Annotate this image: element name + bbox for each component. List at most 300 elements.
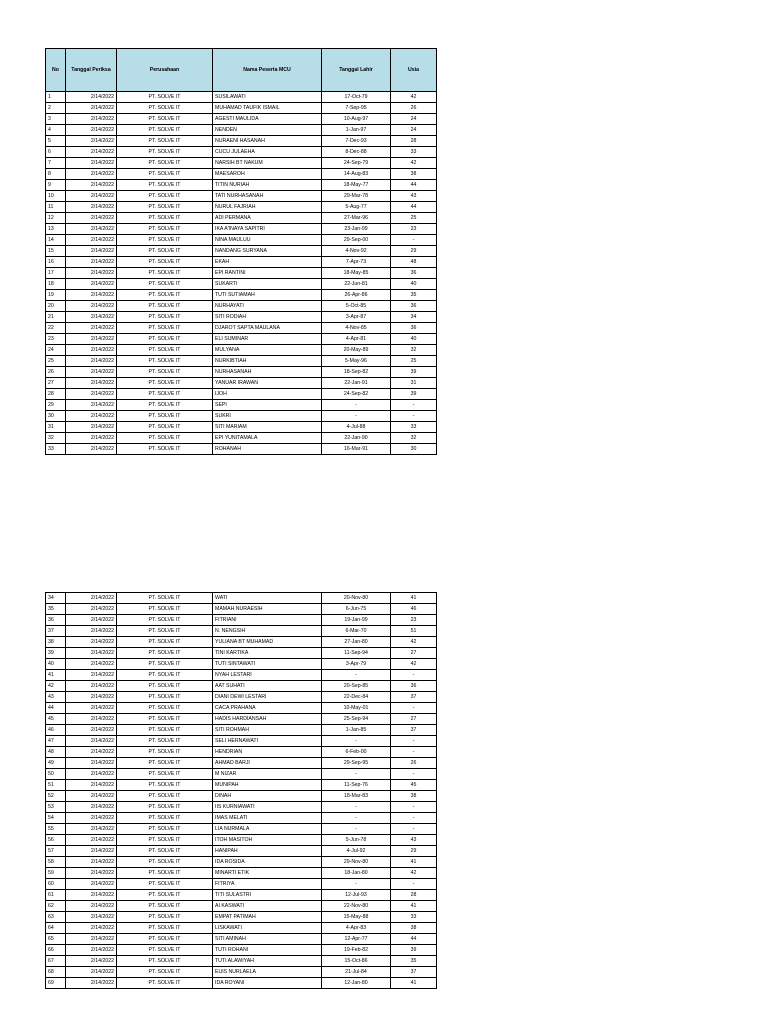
cell-tanggal-lahir: 4-Nov-92 [322, 246, 391, 257]
table-row [46, 114, 437, 125]
table-row [46, 846, 437, 857]
table-row [46, 659, 437, 670]
cell-tanggal-periksa: 2/14/2022 [66, 670, 117, 681]
cell-nama: FITRIYA [213, 879, 322, 890]
cell-perusahaan: PT. SOLVE IT [117, 312, 213, 323]
table-row [46, 934, 437, 945]
cell-tanggal-lahir: 7-Sep-95 [322, 103, 391, 114]
cell-usia: 28 [391, 890, 437, 901]
cell-tanggal-lahir: 29-Mar-78 [322, 191, 391, 202]
cell-no: 6 [46, 147, 66, 158]
cell-tanggal-lahir: 12-Apr-77 [322, 934, 391, 945]
cell-no: 65 [46, 934, 66, 945]
cell-nama: DINAH [213, 791, 322, 802]
cell-usia: - [391, 736, 437, 747]
cell-nama: ELI SUMINAR [213, 334, 322, 345]
cell-usia: 37 [391, 725, 437, 736]
table-row [46, 422, 437, 433]
cell-tanggal-periksa: 2/14/2022 [66, 224, 117, 235]
cell-usia: 39 [391, 389, 437, 400]
cell-perusahaan: PT. SOLVE IT [117, 224, 213, 235]
cell-nama: EPI YUNITAMALA [213, 433, 322, 444]
cell-usia: 44 [391, 934, 437, 945]
cell-no: 11 [46, 202, 66, 213]
cell-no: 24 [46, 345, 66, 356]
cell-nama: SITI AMINAH [213, 934, 322, 945]
cell-nama: SUSILAWATI [213, 92, 322, 103]
cell-usia: - [391, 879, 437, 890]
table-row [46, 670, 437, 681]
header-tanggal-periksa: Tanggal Periksa [66, 49, 117, 92]
cell-tanggal-lahir: 18-May-77 [322, 180, 391, 191]
cell-tanggal-lahir: 3-Apr-87 [322, 312, 391, 323]
cell-nama: SUKRI [213, 411, 322, 422]
cell-usia: 23 [391, 615, 437, 626]
cell-no: 41 [46, 670, 66, 681]
cell-usia: 29 [391, 846, 437, 857]
cell-tanggal-periksa: 2/14/2022 [66, 356, 117, 367]
cell-nama: CACA PRAHANA [213, 703, 322, 714]
cell-usia: 29 [391, 246, 437, 257]
cell-nama: IDA ROYANI [213, 978, 322, 989]
cell-tanggal-lahir: 20-Nov-80 [322, 593, 391, 604]
cell-tanggal-lahir: 15-Oct-86 [322, 956, 391, 967]
cell-no: 38 [46, 637, 66, 648]
cell-tanggal-lahir: - [322, 824, 391, 835]
cell-perusahaan: PT. SOLVE IT [117, 846, 213, 857]
cell-no: 57 [46, 846, 66, 857]
cell-tanggal-lahir: 20-Sep-85 [322, 681, 391, 692]
cell-no: 47 [46, 736, 66, 747]
cell-no: 20 [46, 301, 66, 312]
cell-tanggal-lahir: - [322, 813, 391, 824]
table-row [46, 334, 437, 345]
table-row [46, 169, 437, 180]
cell-no: 8 [46, 169, 66, 180]
table-row [46, 257, 437, 268]
cell-nama: NURHASANAH [213, 367, 322, 378]
cell-no: 58 [46, 857, 66, 868]
cell-nama: IDA ROSIDA [213, 857, 322, 868]
table-row [46, 714, 437, 725]
cell-nama: IJOH [213, 389, 322, 400]
cell-no: 60 [46, 879, 66, 890]
cell-tanggal-periksa: 2/14/2022 [66, 868, 117, 879]
cell-usia: 35 [391, 290, 437, 301]
cell-no: 50 [46, 769, 66, 780]
table-row [46, 202, 437, 213]
cell-perusahaan: PT. SOLVE IT [117, 780, 213, 791]
cell-tanggal-periksa: 2/14/2022 [66, 604, 117, 615]
cell-usia: 37 [391, 967, 437, 978]
cell-tanggal-lahir: 21-Jul-84 [322, 967, 391, 978]
cell-tanggal-periksa: 2/14/2022 [66, 758, 117, 769]
table-row [46, 956, 437, 967]
cell-tanggal-periksa: 2/14/2022 [66, 389, 117, 400]
cell-usia: 35 [391, 956, 437, 967]
cell-tanggal-periksa: 2/14/2022 [66, 967, 117, 978]
cell-tanggal-lahir: 8-Dec-88 [322, 147, 391, 158]
cell-usia: - [391, 411, 437, 422]
cell-nama: EUIS NURLAELA [213, 967, 322, 978]
mcu-table-2 [45, 592, 437, 989]
cell-tanggal-periksa: 2/14/2022 [66, 659, 117, 670]
cell-tanggal-periksa: 2/14/2022 [66, 103, 117, 114]
cell-perusahaan: PT. SOLVE IT [117, 758, 213, 769]
cell-no: 61 [46, 890, 66, 901]
cell-no: 4 [46, 125, 66, 136]
cell-tanggal-lahir: 4-Jul-88 [322, 422, 391, 433]
cell-tanggal-lahir: 29-Sep-00 [322, 235, 391, 246]
cell-perusahaan: PT. SOLVE IT [117, 824, 213, 835]
cell-perusahaan: PT. SOLVE IT [117, 202, 213, 213]
cell-tanggal-periksa: 2/14/2022 [66, 268, 117, 279]
cell-tanggal-lahir: 10-May-01 [322, 703, 391, 714]
cell-tanggal-lahir: 15-May-88 [322, 912, 391, 923]
cell-nama: EMPAT PATIMAH [213, 912, 322, 923]
cell-tanggal-lahir: - [322, 411, 391, 422]
cell-tanggal-lahir: 4-Apr-83 [322, 923, 391, 934]
table-row [46, 692, 437, 703]
cell-usia: 25 [391, 356, 437, 367]
cell-perusahaan: PT. SOLVE IT [117, 389, 213, 400]
cell-perusahaan: PT. SOLVE IT [117, 813, 213, 824]
cell-perusahaan: PT. SOLVE IT [117, 890, 213, 901]
cell-perusahaan: PT. SOLVE IT [117, 648, 213, 659]
cell-nama: EKAH [213, 257, 322, 268]
cell-tanggal-lahir: 27-Jan-80 [322, 637, 391, 648]
cell-usia: 40 [391, 279, 437, 290]
cell-no: 21 [46, 312, 66, 323]
cell-nama: CUCU JULAEHA [213, 147, 322, 158]
cell-nama: SITI RODIAH [213, 312, 322, 323]
table-row [46, 912, 437, 923]
cell-usia: - [391, 824, 437, 835]
cell-tanggal-lahir: 5-Aug-77 [322, 202, 391, 213]
cell-usia: 42 [391, 92, 437, 103]
cell-no: 42 [46, 681, 66, 692]
cell-usia: 30 [391, 444, 437, 455]
cell-nama: DJAROT SAPTA MAULANA [213, 323, 322, 334]
cell-usia: 23 [391, 224, 437, 235]
table-row [46, 444, 437, 455]
cell-tanggal-periksa: 2/14/2022 [66, 846, 117, 857]
cell-perusahaan: PT. SOLVE IT [117, 670, 213, 681]
cell-no: 29 [46, 400, 66, 411]
cell-tanggal-lahir: 22-Nov-80 [322, 901, 391, 912]
cell-no: 3 [46, 114, 66, 125]
cell-tanggal-periksa: 2/14/2022 [66, 246, 117, 257]
cell-nama: NURAENI HASANAH [213, 136, 322, 147]
cell-no: 22 [46, 323, 66, 334]
cell-nama: SELI HERNAWATI [213, 736, 322, 747]
cell-usia: 36 [391, 268, 437, 279]
cell-usia: 33 [391, 422, 437, 433]
cell-perusahaan: PT. SOLVE IT [117, 356, 213, 367]
cell-no: 48 [46, 747, 66, 758]
cell-nama: LIA NURMALA [213, 824, 322, 835]
cell-perusahaan: PT. SOLVE IT [117, 400, 213, 411]
cell-tanggal-periksa: 2/14/2022 [66, 180, 117, 191]
table-row [46, 835, 437, 846]
table-row [46, 180, 437, 191]
cell-tanggal-lahir: 7-Dec-93 [322, 136, 391, 147]
cell-usia: 24 [391, 125, 437, 136]
cell-tanggal-periksa: 2/14/2022 [66, 780, 117, 791]
cell-no: 69 [46, 978, 66, 989]
cell-nama: ITOH MASITOH [213, 835, 322, 846]
table-row [46, 356, 437, 367]
cell-tanggal-lahir: 14-Aug-83 [322, 169, 391, 180]
cell-tanggal-lahir: 27-Mar-96 [322, 213, 391, 224]
cell-tanggal-lahir: 6-Feb-00 [322, 747, 391, 758]
cell-no: 44 [46, 703, 66, 714]
cell-usia: 41 [391, 593, 437, 604]
cell-perusahaan: PT. SOLVE IT [117, 714, 213, 725]
cell-tanggal-periksa: 2/14/2022 [66, 692, 117, 703]
cell-tanggal-lahir: 17-Oct-79 [322, 92, 391, 103]
cell-tanggal-lahir: - [322, 400, 391, 411]
cell-nama: SITI ROHMAH [213, 725, 322, 736]
table-row [46, 857, 437, 868]
cell-tanggal-periksa: 2/14/2022 [66, 901, 117, 912]
cell-nama: HANIPAH [213, 846, 322, 857]
cell-tanggal-lahir: - [322, 879, 391, 890]
cell-usia: 44 [391, 202, 437, 213]
cell-tanggal-lahir: 29-Nov-80 [322, 857, 391, 868]
cell-perusahaan: PT. SOLVE IT [117, 290, 213, 301]
cell-perusahaan: PT. SOLVE IT [117, 659, 213, 670]
table-row [46, 224, 437, 235]
cell-nama: IMAS MELATI [213, 813, 322, 824]
cell-no: 26 [46, 367, 66, 378]
cell-perusahaan: PT. SOLVE IT [117, 637, 213, 648]
cell-tanggal-lahir: 24-Sep-79 [322, 158, 391, 169]
table-row [46, 235, 437, 246]
cell-tanggal-periksa: 2/14/2022 [66, 334, 117, 345]
cell-tanggal-lahir: 19-Jan-99 [322, 615, 391, 626]
cell-tanggal-periksa: 2/14/2022 [66, 813, 117, 824]
cell-perusahaan: PT. SOLVE IT [117, 945, 213, 956]
cell-perusahaan: PT. SOLVE IT [117, 593, 213, 604]
cell-tanggal-lahir: 5-Oct-85 [322, 301, 391, 312]
cell-nama: TITI SULASTRI [213, 890, 322, 901]
table-row [46, 367, 437, 378]
cell-nama: NENDEN [213, 125, 322, 136]
table-row [46, 978, 437, 989]
cell-no: 10 [46, 191, 66, 202]
cell-perusahaan: PT. SOLVE IT [117, 158, 213, 169]
cell-tanggal-lahir: 19-Feb-82 [322, 945, 391, 956]
cell-usia: 36 [391, 681, 437, 692]
cell-tanggal-lahir: 18-May-85 [322, 268, 391, 279]
cell-no: 16 [46, 257, 66, 268]
cell-tanggal-lahir: 11-Sep-76 [322, 780, 391, 791]
cell-tanggal-periksa: 2/14/2022 [66, 345, 117, 356]
cell-no: 46 [46, 725, 66, 736]
cell-perusahaan: PT. SOLVE IT [117, 912, 213, 923]
table-row [46, 290, 437, 301]
cell-usia: 45 [391, 780, 437, 791]
cell-usia: 32 [391, 433, 437, 444]
cell-no: 18 [46, 279, 66, 290]
cell-tanggal-lahir: 4-Apr-81 [322, 334, 391, 345]
cell-tanggal-lahir: 18-Jan-80 [322, 868, 391, 879]
cell-perusahaan: PT. SOLVE IT [117, 681, 213, 692]
cell-tanggal-periksa: 2/14/2022 [66, 433, 117, 444]
cell-no: 14 [46, 235, 66, 246]
cell-tanggal-periksa: 2/14/2022 [66, 114, 117, 125]
cell-usia: - [391, 813, 437, 824]
cell-tanggal-periksa: 2/14/2022 [66, 191, 117, 202]
cell-usia: 41 [391, 857, 437, 868]
cell-perusahaan: PT. SOLVE IT [117, 736, 213, 747]
header-tanggal-lahir: Tanggal Lahir [322, 49, 391, 92]
cell-perusahaan: PT. SOLVE IT [117, 323, 213, 334]
cell-tanggal-lahir: 18-Mar-83 [322, 791, 391, 802]
cell-tanggal-lahir: 12-Jul-93 [322, 890, 391, 901]
table-row [46, 125, 437, 136]
cell-tanggal-lahir: 16-Mar-91 [322, 444, 391, 455]
cell-no: 59 [46, 868, 66, 879]
table-row [46, 824, 437, 835]
cell-tanggal-lahir: 29-Sep-95 [322, 758, 391, 769]
cell-nama: MAESAROH [213, 169, 322, 180]
cell-nama: M NIZAR [213, 769, 322, 780]
cell-tanggal-lahir: 4-Nov-85 [322, 323, 391, 334]
cell-tanggal-lahir: 10-Aug-97 [322, 114, 391, 125]
table-row [46, 92, 437, 103]
cell-perusahaan: PT. SOLVE IT [117, 857, 213, 868]
cell-nama: SEPI [213, 400, 322, 411]
cell-nama: TINI KARTIKA [213, 648, 322, 659]
cell-no: 2 [46, 103, 66, 114]
table-row [46, 136, 437, 147]
cell-no: 63 [46, 912, 66, 923]
cell-no: 25 [46, 356, 66, 367]
cell-tanggal-periksa: 2/14/2022 [66, 681, 117, 692]
cell-tanggal-lahir: 6-Mar-70 [322, 626, 391, 637]
cell-usia: 41 [391, 901, 437, 912]
cell-nama: WATI [213, 593, 322, 604]
cell-no: 39 [46, 648, 66, 659]
cell-no: 31 [46, 422, 66, 433]
cell-perusahaan: PT. SOLVE IT [117, 604, 213, 615]
cell-perusahaan: PT. SOLVE IT [117, 791, 213, 802]
cell-usia: - [391, 802, 437, 813]
table-row [46, 890, 437, 901]
cell-tanggal-lahir: 1-Jan-97 [322, 125, 391, 136]
table-row [46, 433, 437, 444]
cell-perusahaan: PT. SOLVE IT [117, 191, 213, 202]
header-no: No [46, 49, 66, 92]
cell-no: 53 [46, 802, 66, 813]
cell-nama: NANDANG SURYANA [213, 246, 322, 257]
cell-perusahaan: PT. SOLVE IT [117, 169, 213, 180]
cell-usia: - [391, 400, 437, 411]
table-row [46, 213, 437, 224]
cell-usia: 28 [391, 136, 437, 147]
cell-nama: AHMAD BARJI [213, 758, 322, 769]
mcu-table-1 [45, 48, 437, 455]
cell-nama: TITIN NURIAH [213, 180, 322, 191]
cell-usia: 38 [391, 791, 437, 802]
cell-nama: NARSIH BT NAKUM [213, 158, 322, 169]
table-row [46, 411, 437, 422]
cell-perusahaan: PT. SOLVE IT [117, 147, 213, 158]
cell-tanggal-lahir: 23-Jan-99 [322, 224, 391, 235]
cell-nama: NINA MAULUU [213, 235, 322, 246]
cell-tanggal-lahir: 18-Sep-82 [322, 367, 391, 378]
cell-tanggal-periksa: 2/14/2022 [66, 202, 117, 213]
table-row [46, 615, 437, 626]
cell-usia: 27 [391, 648, 437, 659]
table-row [46, 246, 437, 257]
table-row [46, 747, 437, 758]
cell-nama: SUKARTI [213, 279, 322, 290]
cell-perusahaan: PT. SOLVE IT [117, 246, 213, 257]
cell-usia: 43 [391, 835, 437, 846]
table-row [46, 268, 437, 279]
cell-no: 13 [46, 224, 66, 235]
cell-perusahaan: PT. SOLVE IT [117, 378, 213, 389]
cell-no: 7 [46, 158, 66, 169]
table-row [46, 400, 437, 411]
cell-no: 55 [46, 824, 66, 835]
cell-usia: 46 [391, 604, 437, 615]
cell-tanggal-periksa: 2/14/2022 [66, 714, 117, 725]
cell-no: 64 [46, 923, 66, 934]
cell-no: 36 [46, 615, 66, 626]
cell-no: 56 [46, 835, 66, 846]
cell-perusahaan: PT. SOLVE IT [117, 268, 213, 279]
cell-usia: 37 [391, 692, 437, 703]
cell-nama: LISKAWATI [213, 923, 322, 934]
cell-usia: 48 [391, 257, 437, 268]
cell-no: 68 [46, 967, 66, 978]
table-row [46, 681, 437, 692]
cell-perusahaan: PT. SOLVE IT [117, 835, 213, 846]
cell-usia: 44 [391, 180, 437, 191]
cell-usia: 33 [391, 147, 437, 158]
cell-no: 1 [46, 92, 66, 103]
cell-tanggal-periksa: 2/14/2022 [66, 802, 117, 813]
table-row [46, 604, 437, 615]
table-row [46, 769, 437, 780]
cell-tanggal-periksa: 2/14/2022 [66, 923, 117, 934]
cell-tanggal-periksa: 2/14/2022 [66, 824, 117, 835]
cell-usia: 39 [391, 945, 437, 956]
cell-tanggal-periksa: 2/14/2022 [66, 736, 117, 747]
cell-tanggal-periksa: 2/14/2022 [66, 444, 117, 455]
table-row [46, 758, 437, 769]
cell-nama: MINARTI ETIK [213, 868, 322, 879]
cell-perusahaan: PT. SOLVE IT [117, 136, 213, 147]
cell-tanggal-periksa: 2/14/2022 [66, 323, 117, 334]
cell-tanggal-periksa: 2/14/2022 [66, 791, 117, 802]
cell-usia: 24 [391, 114, 437, 125]
header-usia: Usia [391, 49, 437, 92]
cell-usia: 42 [391, 158, 437, 169]
cell-tanggal-periksa: 2/14/2022 [66, 213, 117, 224]
cell-nama: TATI NURHASANAH [213, 191, 322, 202]
cell-perusahaan: PT. SOLVE IT [117, 802, 213, 813]
cell-usia: 26 [391, 103, 437, 114]
cell-tanggal-periksa: 2/14/2022 [66, 648, 117, 659]
cell-tanggal-periksa: 2/14/2022 [66, 956, 117, 967]
cell-no: 52 [46, 791, 66, 802]
cell-usia: 41 [391, 978, 437, 989]
